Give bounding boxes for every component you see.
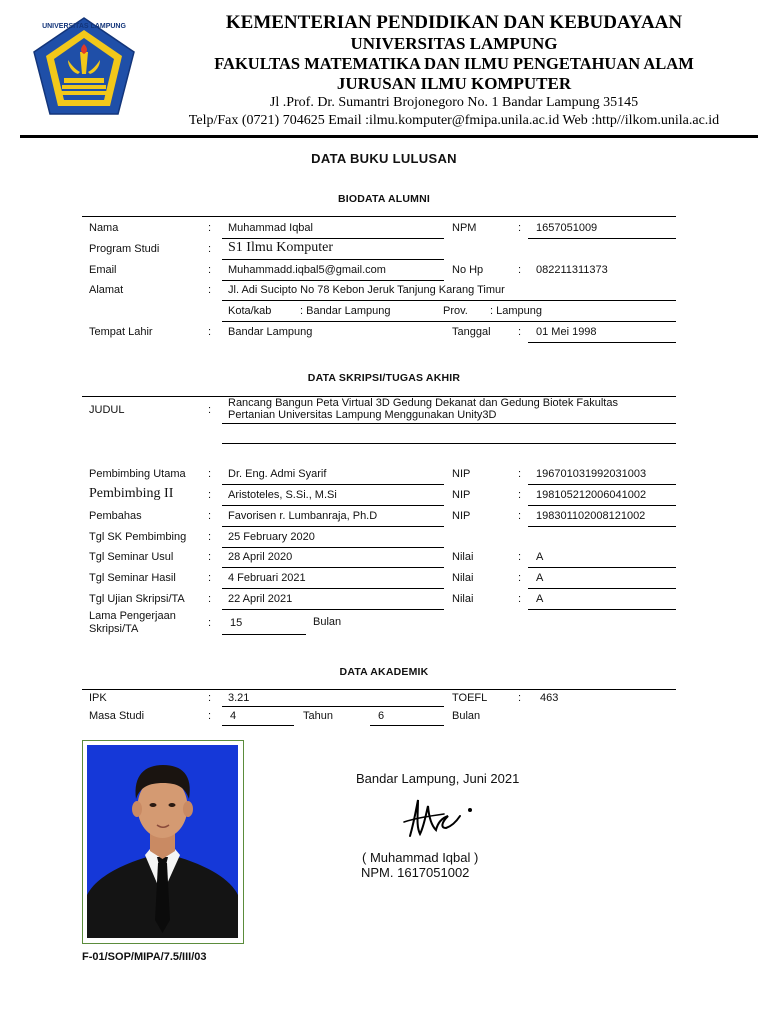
- kota-label: Kota/kab: [228, 305, 272, 317]
- colon: :: [208, 284, 212, 296]
- prov-label: Prov.: [443, 305, 468, 317]
- ujian-skripsi-value: 22 April 2021: [228, 593, 293, 605]
- signer-npm: NPM. 1617051002: [361, 865, 470, 880]
- field-underline: [222, 321, 676, 322]
- nama-label: Nama: [89, 222, 119, 234]
- ipk-value: 3.21: [228, 692, 250, 704]
- judul-line-1: Rancang Bangun Peta Virtual 3D Gedung Dekanat dan Gedung Biotek Fakultas: [228, 397, 618, 409]
- pembimbing-utama-label: Pembimbing Utama: [89, 468, 186, 480]
- tempat-lahir-label: Tempat Lahir: [89, 326, 153, 338]
- section-rule: [82, 216, 676, 217]
- pembimbing-utama-value: Dr. Eng. Admi Syarif: [228, 468, 327, 480]
- ujian-skripsi-nilai: A: [536, 593, 544, 605]
- pembimbing-utama-nip: 196701031992031003: [536, 468, 647, 480]
- judul-line-2: Pertanian Universitas Lampung Menggunakan Unity3D: [228, 409, 497, 421]
- signer-name: ( Muhammad Iqbal ): [362, 850, 479, 865]
- field-underline: [528, 342, 676, 343]
- pembimbing-ii-nip: 198105212006041002: [536, 489, 647, 501]
- alumni-photo: [82, 740, 244, 944]
- university-name: UNIVERSITAS LAMPUNG: [350, 34, 558, 53]
- section-title-skripsi: DATA SKRIPSI/TUGAS AKHIR: [307, 372, 461, 384]
- masa-studi-tahun-value: 4: [230, 710, 237, 722]
- kota-value: : Bandar Lampung: [300, 305, 391, 317]
- masa-studi-bulan-value: 6: [378, 710, 385, 722]
- ipk-label: IPK: [89, 692, 107, 704]
- pembahas-value: Favorisen r. Lumbanraja, Ph.D: [228, 510, 378, 522]
- page-title: DATA BUKU LULUSAN: [311, 151, 457, 166]
- seminar-usul-nilai: A: [536, 551, 544, 563]
- colon: :: [208, 593, 212, 605]
- colon: :: [518, 222, 522, 234]
- form-code: F-01/SOP/MIPA/7.5/III/03: [82, 951, 207, 963]
- colon: :: [208, 617, 212, 629]
- prodi-value: S1 Ilmu Komputer: [228, 240, 333, 255]
- signature-scribble: [396, 792, 480, 844]
- lama-pengerjaan-label-2: Skripsi/TA: [89, 623, 139, 635]
- logo-text: UNIVERSITAS LAMPUNG: [42, 23, 126, 30]
- email-label: Email: [89, 264, 117, 276]
- sk-pembimbing-label: Tgl SK Pembimbing: [89, 531, 187, 543]
- field-underline: [222, 567, 444, 568]
- section-rule: [82, 689, 676, 690]
- field-underline: [222, 725, 294, 726]
- prodi-label: Program Studi: [89, 243, 160, 255]
- field-underline: [222, 526, 444, 527]
- university-logo: [28, 14, 140, 122]
- address: Jl .Prof. Dr. Sumantri Brojonegoro No. 1 Bandar Lampung 35145: [269, 95, 639, 110]
- colon: :: [518, 593, 522, 605]
- lama-pengerjaan-label: Lama Pengerjaan: [89, 610, 176, 622]
- prov-value: : Lampung: [490, 305, 542, 317]
- nilai-label: Nilai: [452, 551, 474, 563]
- colon: :: [518, 572, 522, 584]
- colon: :: [208, 404, 212, 416]
- toefl-value: 463: [540, 692, 559, 704]
- lama-pengerjaan-value: 15: [230, 617, 243, 629]
- ujian-skripsi-label: Tgl Ujian Skripsi/TA: [89, 593, 185, 605]
- contact-info: Telp/Fax (0721) 704625 Email :ilmu.komputer@fmipa.unila.ac.id Web :http//ilkom.unila.ac.id: [188, 113, 720, 128]
- field-underline: [528, 505, 676, 506]
- colon: :: [518, 264, 522, 276]
- field-underline: [222, 609, 444, 610]
- nip-label: NIP: [452, 510, 471, 522]
- field-underline: [222, 706, 444, 707]
- alamat-value: Jl. Adi Sucipto No 78 Kebon Jeruk Tanjung Karang Timur: [228, 284, 505, 296]
- tahun-label: Tahun: [303, 710, 333, 722]
- tanggal-value: 01 Mei 1998: [536, 326, 597, 338]
- nip-label: NIP: [452, 468, 471, 480]
- section-title-akademik: DATA AKADEMIK: [339, 666, 429, 678]
- pembimbing-ii-label: Pembimbing II: [89, 486, 174, 501]
- npm-value: 1657051009: [536, 222, 598, 234]
- lama-pengerjaan-unit: Bulan: [313, 616, 342, 628]
- colon: :: [208, 222, 212, 234]
- colon: :: [208, 468, 212, 480]
- field-underline: [222, 280, 444, 281]
- toefl-label: TOEFL: [452, 692, 488, 704]
- colon: :: [208, 531, 212, 543]
- colon: :: [518, 551, 522, 563]
- field-underline: [222, 484, 444, 485]
- seminar-usul-label: Tgl Seminar Usul: [89, 551, 174, 563]
- npm-label: NPM: [452, 222, 477, 234]
- colon: :: [208, 243, 212, 255]
- field-underline: [222, 547, 444, 548]
- bulan-label: Bulan: [452, 710, 481, 722]
- email-value: Muhammadd.iqbal5@gmail.com: [228, 264, 386, 276]
- alamat-label: Alamat: [89, 284, 124, 296]
- colon: :: [208, 510, 212, 522]
- field-underline: [222, 443, 676, 444]
- colon: :: [518, 326, 522, 338]
- nilai-label: Nilai: [452, 593, 474, 605]
- field-underline: [528, 609, 676, 610]
- nip-label: NIP: [452, 489, 471, 501]
- colon: :: [208, 572, 212, 584]
- section-title-biodata: BIODATA ALUMNI: [337, 193, 431, 205]
- colon: :: [518, 489, 522, 501]
- field-underline: [222, 634, 306, 635]
- pembahas-label: Pembahas: [89, 510, 142, 522]
- nilai-label: Nilai: [452, 572, 474, 584]
- seminar-hasil-nilai: A: [536, 572, 544, 584]
- letterhead: [150, 12, 758, 130]
- tanggal-label: Tanggal: [452, 326, 491, 338]
- department-name: JURUSAN ILMU KOMPUTER: [336, 74, 572, 93]
- pembahas-nip: 198301102008121002: [536, 510, 646, 522]
- field-underline: [222, 423, 676, 424]
- field-underline: [222, 505, 444, 506]
- field-underline: [528, 588, 676, 589]
- colon: :: [208, 489, 212, 501]
- sign-place-date: Bandar Lampung, Juni 2021: [356, 771, 520, 786]
- colon: :: [518, 692, 522, 704]
- colon: :: [518, 510, 522, 522]
- field-underline: [222, 259, 444, 260]
- field-underline: [370, 725, 444, 726]
- ministry-name: KEMENTERIAN PENDIDIKAN DAN KEBUDAYAAN: [225, 12, 683, 33]
- field-underline: [528, 567, 676, 568]
- colon: :: [208, 326, 212, 338]
- pembimbing-ii-value: Aristoteles, S.Si., M.Si: [228, 489, 337, 501]
- colon: :: [518, 468, 522, 480]
- seminar-usul-value: 28 April 2020: [228, 551, 293, 563]
- letterhead-divider: [20, 135, 758, 138]
- hp-value: 082211311373: [536, 264, 608, 276]
- hp-label: No Hp: [452, 264, 484, 276]
- colon: :: [208, 710, 212, 722]
- seminar-hasil-value: 4 Februari 2021: [228, 572, 306, 584]
- faculty-name: FAKULTAS MATEMATIKA DAN ILMU PENGETAHUAN ALAM: [214, 54, 694, 73]
- field-underline: [222, 300, 676, 301]
- nama-value: Muhammad Iqbal: [228, 222, 313, 234]
- masa-studi-label: Masa Studi: [89, 710, 145, 722]
- colon: :: [208, 692, 212, 704]
- colon: :: [208, 264, 212, 276]
- field-underline: [222, 238, 444, 239]
- field-underline: [528, 484, 676, 485]
- colon: :: [208, 551, 212, 563]
- field-underline: [528, 238, 676, 239]
- seminar-hasil-label: Tgl Seminar Hasil: [89, 572, 176, 584]
- field-underline: [528, 526, 676, 527]
- tempat-lahir-value: Bandar Lampung: [228, 326, 313, 338]
- sk-pembimbing-value: 25 February 2020: [228, 531, 315, 543]
- judul-label: JUDUL: [89, 404, 125, 416]
- field-underline: [222, 588, 444, 589]
